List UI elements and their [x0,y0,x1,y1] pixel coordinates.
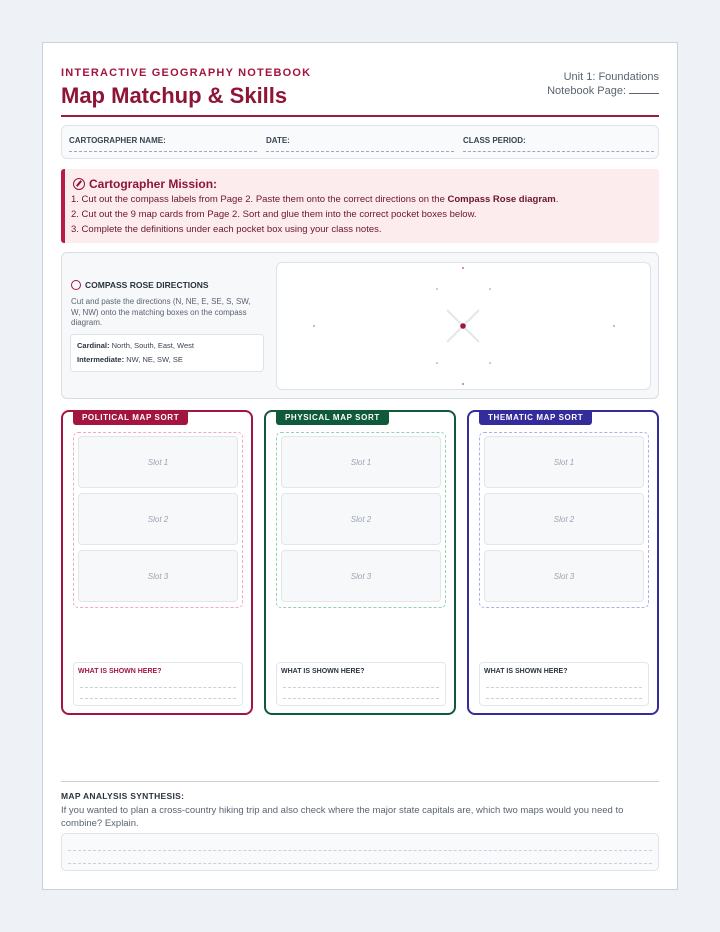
thematic-map-column [467,410,659,715]
mission-step-3: 3. Complete the definitions under each pocket box using your class notes. [71,224,382,235]
date-field[interactable]: DATE: [266,136,454,152]
physical-slot-3[interactable]: Slot 3 [281,550,441,602]
political-definition-box[interactable] [73,662,243,706]
notebook-eyebrow: INTERACTIVE GEOGRAPHY NOTEBOOK [61,67,312,79]
compass-rose-panel [61,252,659,399]
worksheet-page [42,42,678,890]
compass-heading: COMPASS ROSE DIRECTIONS [71,280,209,290]
thematic-slot-2[interactable]: Slot 2 [484,493,644,545]
writing-line [486,687,642,688]
writing-line [486,698,642,699]
thematic-map-tab: THEMATIC MAP SORT [479,410,592,425]
political-definition-prompt: WHAT IS SHOWN HERE? [78,668,162,675]
physical-definition-box[interactable] [276,662,446,706]
physical-slot-area [276,432,446,608]
writing-line [283,698,439,699]
physical-map-column [264,410,456,715]
writing-line [68,863,652,864]
writing-line [80,698,236,699]
compass-center-dot [460,323,466,329]
class-period-field[interactable]: CLASS PERIOD: [463,136,654,152]
unit-label: Unit 1: Foundations [563,71,659,83]
notebook-page-blank[interactable] [629,93,659,94]
synthesis-answer-box[interactable] [61,833,659,871]
compass-target-e[interactable] [613,325,615,327]
compass-target-nw[interactable] [436,288,438,290]
thematic-slot-1[interactable]: Slot 1 [484,436,644,488]
political-map-column [61,410,253,715]
notebook-page-field[interactable] [547,85,659,97]
thematic-slot-3[interactable]: Slot 3 [484,550,644,602]
synthesis-title: MAP ANALYSIS SYNTHESIS: [61,791,185,801]
mission-title: Cartographer Mission: [89,177,218,191]
compass-icon [71,280,81,290]
student-info-bar [61,125,659,159]
mission-box [61,169,659,243]
thematic-definition-prompt: WHAT IS SHOWN HERE? [484,668,568,675]
mission-heading [73,177,217,191]
page-header [61,65,659,117]
synthesis-question: If you wanted to plan a cross-country hiking trip and also check where the major state capitals are, which two maps would you need to combine? Explain. [61,805,624,829]
cartographer-name-field[interactable]: CARTOGRAPHER NAME: [69,136,257,152]
compass-rose-svg [277,263,650,389]
synthesis-section [61,781,659,829]
physical-definition-prompt: WHAT IS SHOWN HERE? [281,668,365,675]
writing-line [68,850,652,851]
cardinal-directions: Cardinal: North, South, East, West [77,341,195,350]
political-slot-1[interactable]: Slot 1 [78,436,238,488]
thematic-definition-box[interactable] [479,662,649,706]
compass-target-w[interactable] [313,325,315,327]
compass-target-se[interactable] [489,362,491,364]
mission-step-2: 2. Cut out the 9 map cards from Page 2. Sort and glue them into the correct pocket boxes below. [71,209,477,220]
direction-reference-box [70,334,264,372]
compass-instructions: Cut and paste the directions (N, NE, E, SE, S, SW, W, NW) onto the matching boxes on the compass diagram. [71,297,251,327]
compass-rose-diagram[interactable] [276,262,651,390]
political-map-tab: POLITICAL MAP SORT [73,410,188,425]
physical-map-tab: PHYSICAL MAP SORT [276,410,389,425]
political-slot-2[interactable]: Slot 2 [78,493,238,545]
physical-slot-2[interactable]: Slot 2 [281,493,441,545]
compass-target-s[interactable] [462,383,464,385]
notebook-page-label: Notebook Page: [547,85,626,97]
writing-line [283,687,439,688]
compass-target-ne[interactable] [489,288,491,290]
compass-target-n[interactable] [462,267,464,269]
writing-line [80,687,236,688]
physical-slot-1[interactable]: Slot 1 [281,436,441,488]
thematic-slot-area [479,432,649,608]
compass-icon [73,178,85,190]
political-slot-area [73,432,243,608]
mission-step-1: 1. Cut out the compass labels from Page 2. Paste them onto the correct directions on the Compass Rose diagram. [71,194,559,205]
compass-target-sw[interactable] [436,362,438,364]
intermediate-directions: Intermediate: NW, NE, SW, SE [77,355,183,364]
political-slot-3[interactable]: Slot 3 [78,550,238,602]
page-title: Map Matchup & Skills [61,83,288,108]
